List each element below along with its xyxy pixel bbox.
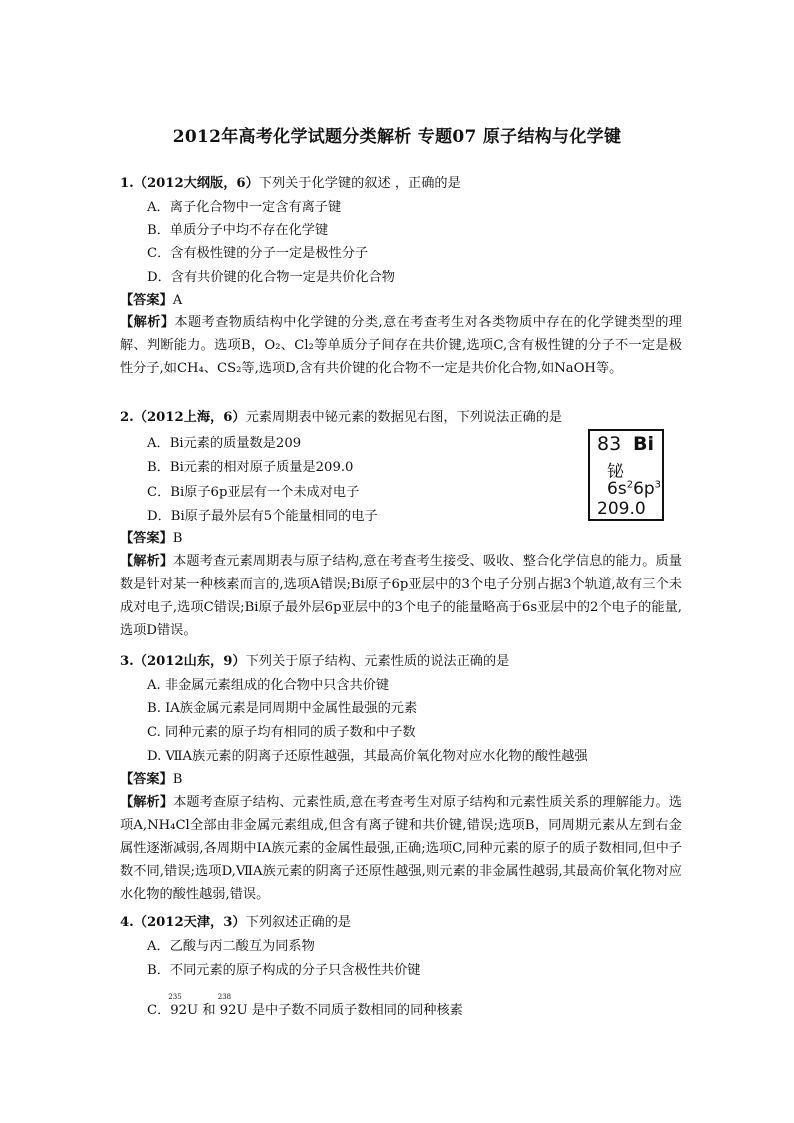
q2-analysis-text: 本题考查元素周期表与原子结构,意在考查考生接受、吸收、整合化学信息的能力。质量数是针对某一种核素而言的,选项A错误;Bi原子6p亚层中的3个电子分别占据3个轨道,故有三个未成对电子,选项C错误;Bi原子最外层6p亚层中的3个电子的能量略高于6s亚层中的2个电子的能量,选项D错误。: [120, 554, 682, 638]
q2-option-b: B．Bi元素的相对原子质量是209.0: [147, 460, 354, 475]
q4-option-c: C． 235 92U 和 238 92U 是中子数不同质子数相同的同种核素: [147, 993, 463, 1018]
question-4-text: 下列叙述正确的是: [245, 915, 352, 930]
q3-analysis-text: 本题考查原子结构、元素性质,意在考查考生对原子结构和元素性质关系的理解能力。选项A,NH₄Cl全部由非金属元素组成,但含有离子键和共价键,错误;选项B，同周期元素从左到右金属性逐渐减弱,各周期中ⅠA族元素的金属性最强,正确;选项C,同种元素的原子的质子数相同,但中子数不同,错误;选项D,ⅦA族元素的阴离子还原性越强,则元素的非金属性越弱,其最高价氧化物对应水化物的酸性越弱,错误。: [120, 795, 682, 902]
question-2-stem: [120, 409, 562, 427]
question-4-stem: [120, 914, 351, 932]
q2-analysis: [120, 550, 682, 642]
uranium-238-isotope: 238 92U: [217, 993, 248, 1018]
q4-option-a: A．乙酸与丙二酸互为同系物: [147, 939, 315, 954]
q1-answer-value: A: [172, 293, 183, 308]
bismuth-element-box: [588, 429, 664, 521]
q3-analysis: [120, 791, 682, 906]
q1-analysis-tag: 【解析】: [120, 315, 175, 330]
q2-analysis-tag: 【解析】: [120, 554, 174, 569]
q3-option-b: B. ⅠA族金属元素是同周期中金属性最强的元素: [147, 701, 418, 716]
q2-option-c: C．Bi原子6p亚层有一个未成对电子: [147, 485, 360, 500]
electron-config: $6s^26p^3$: [607, 479, 662, 499]
question-2-head: 2.（2012上海，6）: [120, 410, 246, 425]
element-name: 铋: [607, 462, 624, 482]
question-1-text: 下列关于化学键的叙述 ，正确的是: [258, 176, 461, 191]
question-1-head: 1.（2012大纲版，6）: [120, 176, 259, 191]
q3-analysis-tag: 【解析】: [120, 795, 174, 810]
q2-option-a: A．Bi元素的质量数是209: [147, 436, 302, 451]
question-2-text: 元素周期表中铋元素的数据见右图，下列说法正确的是: [245, 410, 563, 425]
element-symbol: Bi: [633, 433, 654, 455]
q1-option-d: D．含有共价键的化合物一定是共价化合物: [147, 270, 395, 285]
q3-option-c: C. 同种元素的原子均有相同的质子数和中子数: [147, 725, 416, 740]
q3-answer-tag: 【答案】: [120, 772, 173, 787]
question-3-stem: [120, 653, 509, 671]
q2-answer-tag: 【答案】: [120, 531, 173, 546]
q3-option-a: A. 非金属元素组成的化合物中只含共价键: [147, 678, 390, 693]
q4-option-b: B．不同元素的原子构成的分子只含极性共价键: [147, 963, 421, 978]
q1-option-c: C．含有极性键的分子一定是极性分子: [147, 246, 369, 261]
q2-option-d: D．Bi原子最外层有5个能量相同的电子: [147, 509, 378, 524]
question-4-head: 4.（2012天津，3）: [120, 915, 246, 930]
uranium-235-isotope: 235 92U: [168, 993, 199, 1018]
q1-option-a: A．离子化合物中一定含有离子键: [147, 200, 342, 215]
q1-answer: [120, 292, 182, 310]
atomic-mass: 209.0: [597, 499, 646, 519]
q1-answer-tag: 【答案】: [120, 293, 173, 308]
question-3-text: 下列关于原子结构、元素性质的说法正确的是: [245, 654, 510, 669]
question-1-stem: [120, 175, 461, 193]
q3-answer: [120, 771, 182, 789]
question-3-head: 3.（2012山东，9）: [120, 654, 246, 669]
q2-answer: [120, 530, 182, 548]
q1-analysis: [120, 311, 682, 380]
atomic-number: 83: [597, 433, 622, 455]
q2-answer-value: B: [172, 531, 183, 546]
q1-option-b: B．单质分子中均不存在化学键: [147, 223, 329, 238]
q3-option-d: D. ⅦA族元素的阴离子还原性越强，其最高价氧化物对应水化物的酸性越强: [147, 749, 588, 764]
q3-answer-value: B: [172, 772, 183, 787]
page-title: 2012年高考化学试题分类解析 专题07 原子结构与化学键: [172, 127, 622, 147]
q1-analysis-text: 本题考查物质结构中化学键的分类,意在考查考生对各类物质中存在的化学键类型的理解、判断能力。选项B，O₂、Cl₂等单质分子间存在共价键,选项C,含有极性键的分子不一定是极性分子,如CH₄、CS₂等,选项D,含有共价键的化合物不一定是共价化合物,如NaOH等。: [120, 315, 682, 376]
